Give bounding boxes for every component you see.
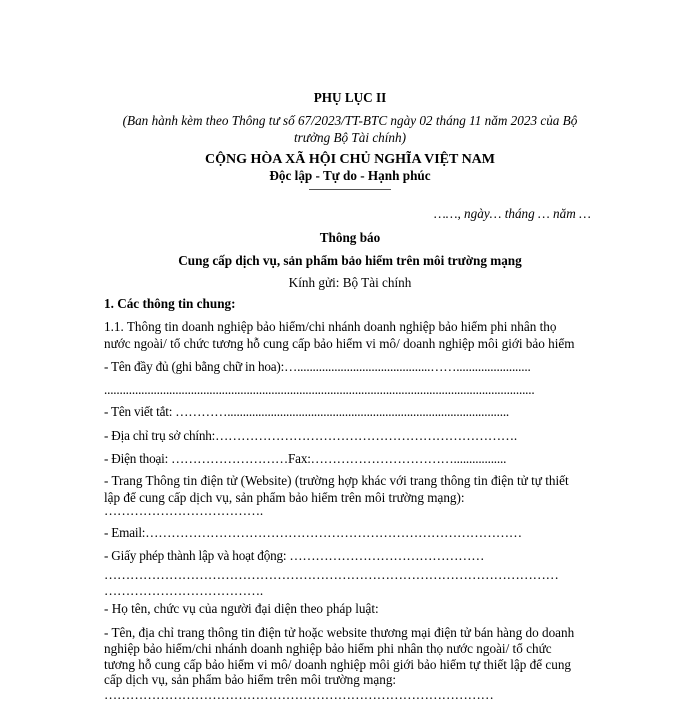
short-name-field: - Tên viết tắt: …………........................................................................................... <box>104 404 510 419</box>
notice-recipient: Kính gửi: Bộ Tài chính <box>288 275 412 290</box>
notice-subject: Cung cấp dịch vụ, sản phẩm bảo hiểm trên môi trường mạng <box>178 253 522 268</box>
national-motto: Độc lập - Tự do - Hạnh phúc <box>269 168 431 183</box>
sales-site-line1: - Tên, địa chỉ trang thông tin điện tử hoặc website thương mại điện tử bán hàng do doanh <box>104 625 575 640</box>
subsection-line1: 1.1. Thông tin doanh nghiệp bảo hiểm/chi nhánh doanh nghiệp bảo hiểm phi nhân thọ <box>104 319 557 334</box>
sales-site-field: ……………………………………………………………………………… <box>104 687 494 702</box>
full-name-field: - Tên đầy đủ (ghi bằng chữ in hoa):…...........................................……........................ <box>104 359 531 374</box>
email-field: - Email:…………………………………………………………………………… <box>104 525 522 540</box>
address-field: - Địa chỉ trụ sở chính:……………………………………………………………. <box>104 428 517 443</box>
representative-field: - Họ tên, chức vụ của người đại diện theo pháp luật: <box>104 601 379 616</box>
subsection-line2: nước ngoài/ tổ chức tương hỗ cung cấp bảo hiểm vi mô/ doanh nghiệp môi giới bảo hiểm <box>104 336 575 351</box>
notice-title: Thông báo <box>319 230 381 245</box>
website-line2: lập để cung cấp dịch vụ, sản phẩm bảo hiểm trên môi trường mạng): <box>104 490 465 505</box>
section-heading: 1. Các thông tin chung: <box>104 296 236 311</box>
sales-site-line4: cấp dịch vụ, sản phẩm bảo hiểm trên môi trường mạng: <box>104 672 397 687</box>
license-continuation2: ………………………………. <box>104 583 263 598</box>
sales-site-line3: tương hỗ cung cấp bảo hiểm vi mô/ doanh nghiệp môi giới bảo hiểm tự thiết lập để cung <box>104 657 572 672</box>
appendix-title: PHỤ LỤC II <box>313 90 387 105</box>
website-line1: - Trang Thông tin điện tử (Website) (trường hợp khác với trang thông tin điện tử tự thiết <box>104 473 569 488</box>
motto-underline <box>309 189 391 190</box>
phone-fax-field: - Điện thoại: ………………………Fax:……………………………................. <box>104 451 507 466</box>
full-name-continuation: ........................................................................................................................................... <box>104 382 535 397</box>
website-field: ………………………………. <box>104 503 263 518</box>
country-name: CỘNG HÒA XÃ HỘI CHỦ NGHĨA VIỆT NAM <box>204 152 495 167</box>
issued-note-line2: trưởng Bộ Tài chính) <box>293 130 407 145</box>
sales-site-line2: nghiệp bảo hiểm/chi nhánh doanh nghiệp bảo hiểm phi nhân thọ nước ngoài/ tổ chức <box>104 641 552 656</box>
license-field: - Giấy phép thành lập và hoạt động: ……………………………………… <box>104 548 485 563</box>
date-line: ……, ngày… tháng … năm … <box>434 206 591 221</box>
issued-note-line1: (Ban hành kèm theo Thông tư số 67/2023/TT-BTC ngày 02 tháng 11 năm 2023 của Bộ <box>122 113 578 128</box>
license-continuation1: …………………………………………………………………………………………… <box>104 567 559 582</box>
